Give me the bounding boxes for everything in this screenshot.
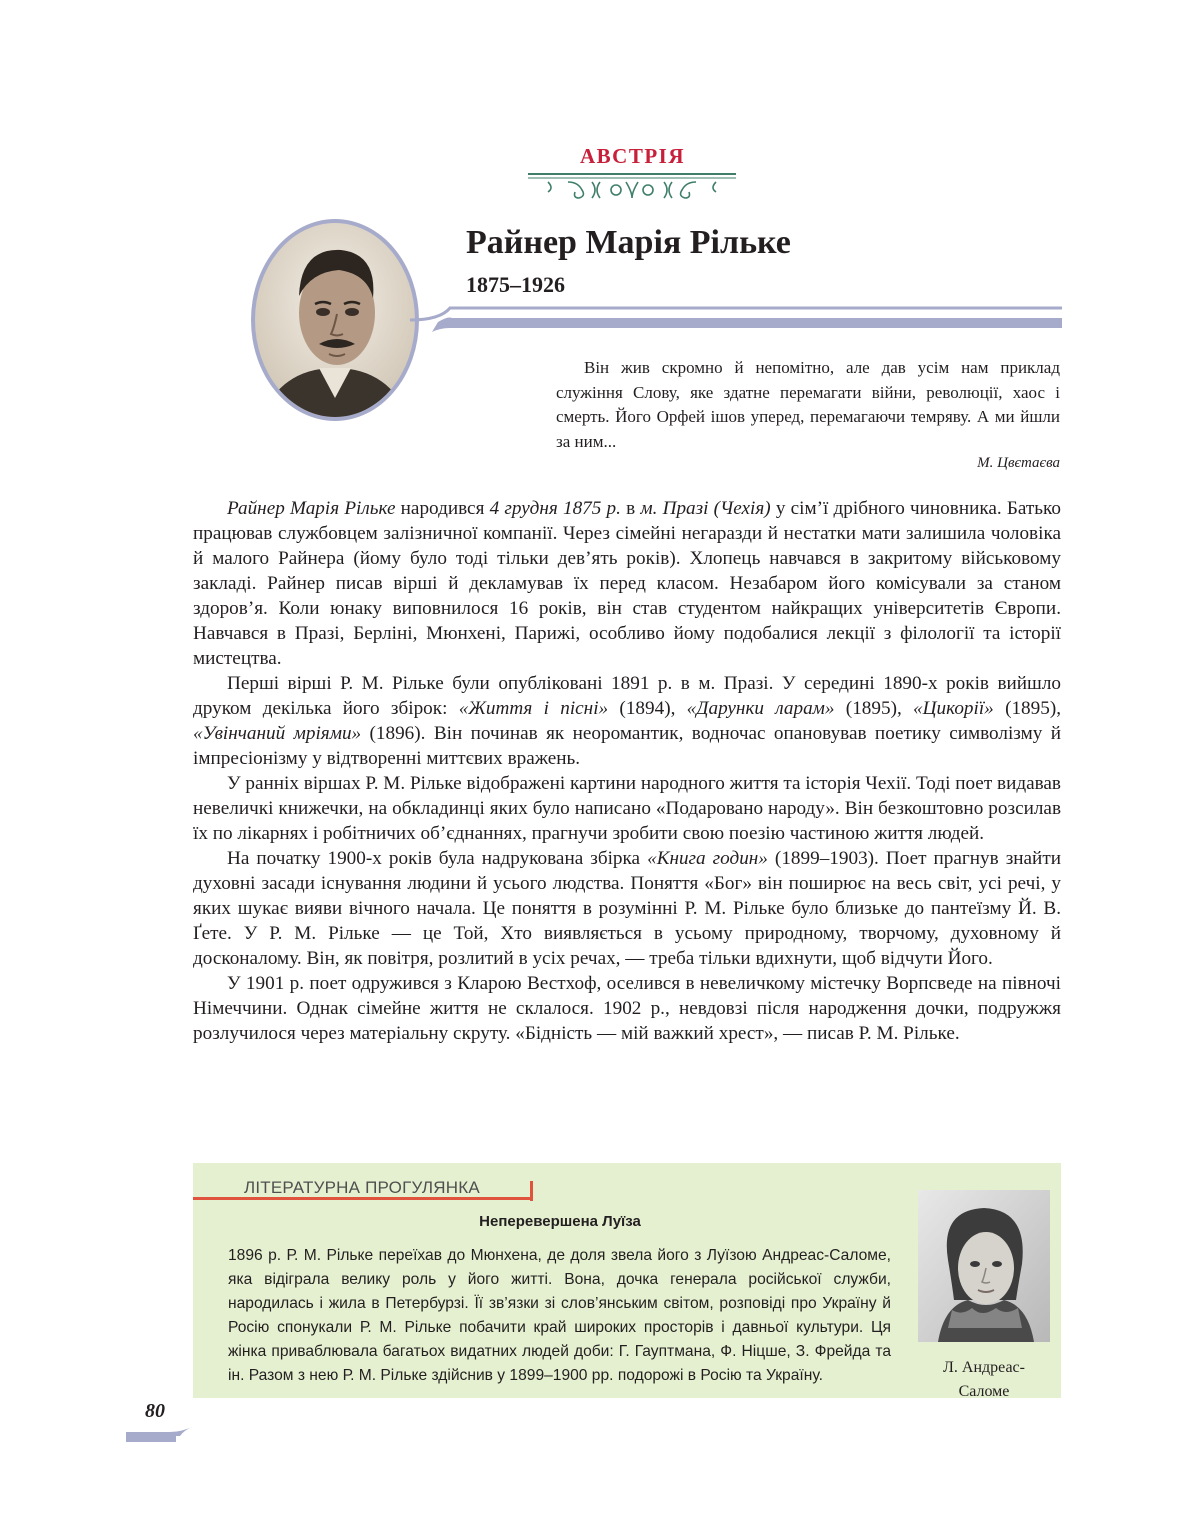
- walk-label-rule: [193, 1197, 233, 1200]
- author-name-inline: Райнер Марія Рільке: [227, 498, 396, 519]
- book-title: «Дарунки ларам»: [686, 698, 835, 719]
- page-number: 80: [145, 1400, 165, 1422]
- walk-text: 1896 р. Р. М. Рільке переїхав до Мюнхена, де доля звела його з Луїзою Андреас-Саломе, яка відіграла велику роль у його житті. Вона, дочка генерала російської служби, народилась і жила в Петербурзі. Її зв’язки зі слов’янським світом, розповіді про Україну й Росію спонукали Р. М. Рільке побачити край широких просторів і давньої культури. Ця жінка приваблювала багатьох видатних людей доби: Г. Гауптмана, Ф. Ніцше, З. Фрейда та ін. Разом з нею Р. М. Рільке здійснив у 1899–1900 рр. подорожі в Росію та Україну.: [228, 1247, 891, 1384]
- ornament-divider: [528, 168, 736, 200]
- country-heading: АВСТРІЯ: [579, 144, 685, 168]
- birth-date: 4 грудня 1875 р.: [489, 498, 621, 519]
- paragraph-5: У 1901 р. поет одружився з Кларою Вестхоф, оселився в невеличкому містечку Ворпсведе на півночі Німеччини. Однак сімейне життя не склалося. 1902 р., невдовзі після народження дочки, подружжя розлучилося через матеріальну скруту. «Бідність — мій важкий хрест», — писав Р. М. Рільке.: [193, 973, 1061, 1044]
- paragraph-1: Райнер Марія Рільке народився 4 грудня 1875 р. в м. Празі (Чехія) у сім’ї дрібного чиновника. Батько працював службовцем залізничної компанії. Через сімейні негаразди й нестатки мати залишила чоловіка й малого Райнера (йому було тоді тільки дев’ять років). Хлопець навчався в закритому військовому закладі. Райнер писав вірші й декламував їх перед класом. Незабаром його комісували за станом здоров’я. Коли юнаку виповнилося 16 років, він став студентом найкращих університетів Європи. Навчався в Празі, Берліні, Мюнхені, Парижі, особливо йому подобалися лекції з філології та історії мистецтва.: [193, 498, 1061, 669]
- book-title: «Увінчаний мріями»: [193, 723, 362, 744]
- paragraph-4: На початку 1900-х років була надрукована збірка «Книга годин» (1899–1903). Поет прагнув знайти духовні засади існування людини й усього людства. Поняття «Бог» він поширює на весь світ, усі речі, у яких шукає вияви вічного начала. Це поняття в розумінні Р. М. Рільке було близьке до пантеїзму Й. В. Ґете. У Р. М. Рільке — це Той, Хто виявляється в усьому природному, творчому, духовному й досконалому. Він, як повітря, розлитий в усіх речах, — треба тільки вдихнути, щоб відчути Його.: [193, 848, 1061, 969]
- author-name: Райнер Марія Рільке: [466, 224, 791, 261]
- photo-caption-line-2: Саломе: [958, 1383, 1010, 1400]
- epigraph-text: Він жив скромно й непомітно, але дав усім нам приклад служіння Слову, яке здатне перемагати війни, революції, хаос і смерть. Його Орфей ішов уперед, перемагаючи темряву. А ми йшли за ним...: [556, 358, 1060, 451]
- book-title: «Книга годин»: [647, 848, 768, 869]
- book-title: «Цикорії»: [913, 698, 994, 719]
- paragraph-2: Перші вірші Р. М. Рільке були опубліковані 1891 р. в м. Празі. У середині 1890-х років вийшло друком декілька його збірок: «Життя і пісні» (1894), «Дарунки ларам» (1895), «Цикорії» (1895), «Увінчаний мріями» (1896). Він починав як неоромантик, водночас опановував поетику символізму й імпресіонізму у відтворенні миттєвих вражень.: [193, 673, 1062, 769]
- epigraph-author: М. Цвєтаєва: [977, 455, 1060, 471]
- main-text: [193, 496, 1061, 1046]
- walk-title: Неперевершена Луїза: [479, 1213, 641, 1230]
- walk-section-label: ЛІТЕРАТУРНА ПРОГУЛЯНКА: [244, 1178, 480, 1197]
- photo-caption-line-1: Л. Андреас-: [943, 1359, 1025, 1376]
- birth-place: м. Празі (Чехія): [640, 498, 771, 519]
- andreas-salome-photo: [918, 1190, 1050, 1342]
- paragraph-3: У ранніх віршах Р. М. Рільке відображені картини народного життя та історія Чехії. Тоді поет видавав невеличкі книжечки, на обкладинці яких було написано «Подаровано народу». Він безкоштовно розсилав їх по лікарнях і робітничих об’єднаннях, прагнучи зробити свою поезію частиною життя людей.: [193, 773, 1061, 844]
- photo-caption: [905, 1356, 1063, 1404]
- author-years: 1875–1926: [466, 272, 565, 297]
- book-title: «Життя і пісні»: [458, 698, 609, 719]
- rilke-portrait: [249, 218, 421, 423]
- title-rule: [410, 296, 1062, 336]
- walk-label-bar: [530, 1181, 533, 1201]
- page-number-swoosh: [126, 1424, 196, 1444]
